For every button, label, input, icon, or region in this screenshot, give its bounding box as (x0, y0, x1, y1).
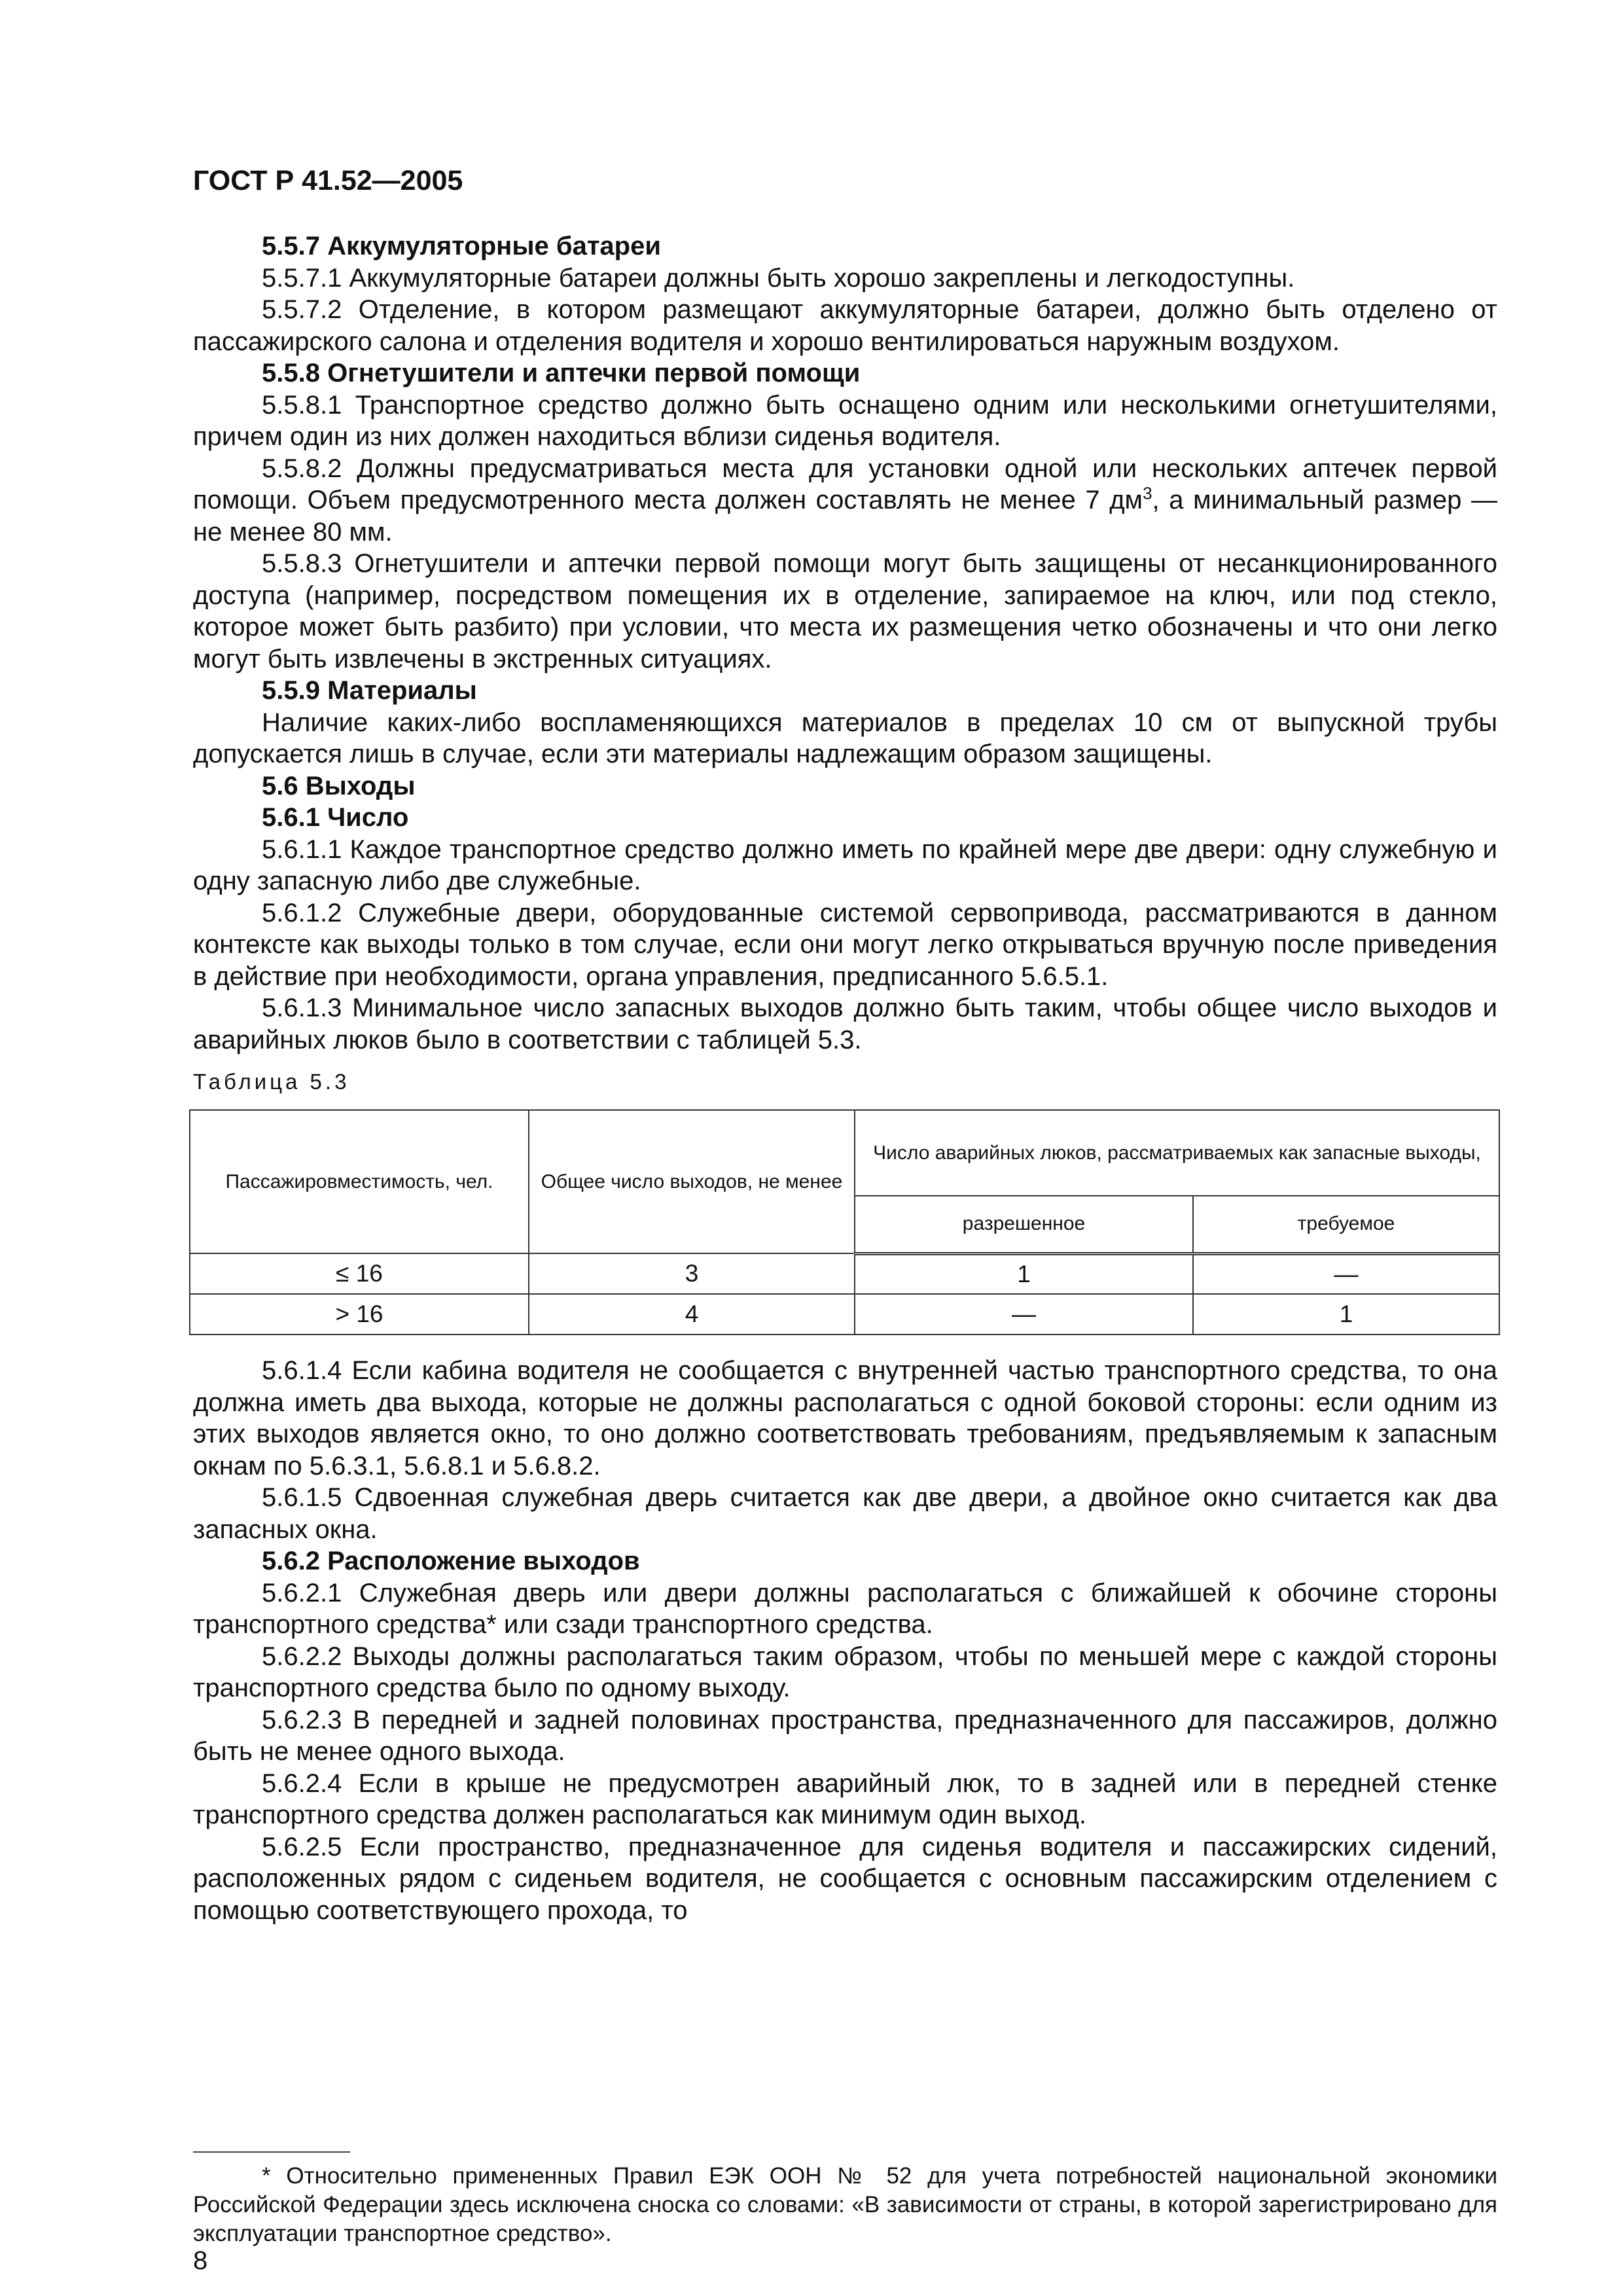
superscript-cubic: 3 (1143, 483, 1152, 503)
section-heading-5-6: 5.6 Выходы (262, 771, 416, 800)
table-header-total-exits: Общее число выходов, не менее (529, 1110, 855, 1253)
paragraph-5-5-7-2: 5.5.7.2 Отделение, в котором размещают аккумуляторные батареи, должно быть отделено от пассажирского салона и отделения водителя и хорошо вентилироваться наружным воздухом. (193, 295, 1497, 356)
table-cell: — (1193, 1253, 1499, 1294)
paragraph-5-5-7-1: 5.5.7.1 Аккумуляторные батареи должны быть хорошо закреплены и легкодоступны. (262, 263, 1295, 293)
table-cell: > 16 (190, 1294, 529, 1335)
table-cell: 3 (529, 1253, 855, 1294)
footnote-divider (193, 2151, 350, 2153)
table-cell: ≤ 16 (190, 1253, 529, 1294)
paragraph-5-5-8-2-text-a: 5.5.8.2 Должны предусматриваться места для установки одной или нескольких аптечек первой помощи. Объем предусмотренного места должен составлять не менее 7 дм (193, 454, 1497, 514)
paragraph-5-6-2-1: 5.6.2.1 Служебная дверь или двери должны располагаться с ближайшей к обочине стороны транспортного средства* или сзади транспортного средства. (193, 1578, 1497, 1639)
paragraph-5-6-2-4: 5.6.2.4 Если в крыше не предусмотрен аварийный люк, то в задней или в передней стенке транспортного средства должен располагаться как минимум один выход. (193, 1768, 1497, 1829)
table-row (190, 1294, 1499, 1335)
table-cell: — (855, 1294, 1193, 1335)
document-header: ГОСТ Р 41.52—2005 (193, 165, 463, 196)
table-header-hatches: Число аварийных люков, рассматриваемых как запасные выходы, (855, 1110, 1499, 1196)
paragraph-5-6-1-4: 5.6.1.4 Если кабина водителя не сообщается с внутренней частью транспортного средства, то она должна иметь два выхода, которые не должны располагаться с одной боковой стороны: если одним из этих выходов является окно, то оно должно соответствовать требованиям, предъявляемым к запасным окнам по 5.6.3.1, 5.6.8.1 и 5.6.8.2. (193, 1356, 1497, 1480)
section-heading-5-5-7: 5.5.7 Аккумуляторные батареи (262, 232, 661, 260)
paragraph-5-5-8-2 (193, 453, 1497, 548)
footnote: * Относительно примененных Правил ЕЭК ООН № 52 для учета потребностей национальной экономики Российской Федерации здесь исключена сноска со словами: «В зависимости от страны, в которой зарегистрировано для эксплуатации транспортное средство». (193, 2163, 1497, 2246)
paragraph-5-5-8-3: 5.5.8.3 Огнетушители и аптечки первой помощи могут быть защищены от несанкционированного доступа (например, посредством помещения их в отделение, запираемое на ключ, или под стекло, которое может быть разбито) при условии, что места их размещения четко обозначены и что они легко могут быть извлечены в экстренных ситуациях. (193, 549, 1497, 673)
paragraph-5-6-1-2: 5.6.1.2 Служебные двери, оборудованные системой сервопривода, рассматриваются в данном контексте как выходы только в том случае, если они могут легко открываться вручную после приведения в действие при необходимости, органа управления, предписанного 5.6.5.1. (193, 898, 1497, 991)
paragraph-5-5-8-2-text-b: , а минимальный размер — не менее 80 мм. (193, 486, 1498, 547)
paragraph-5-6-2-5: 5.6.2.5 Если пространство, предназначенное для сиденья водителя и пассажирских сидений, расположенных рядом с сиденьем водителя, не сообщается с основным пассажирским отделением с помощью соответствующего прохода, то (193, 1832, 1497, 1925)
table-caption: Таблица 5.3 (193, 1069, 350, 1094)
table-cell: 1 (855, 1253, 1193, 1294)
section-heading-5-6-2: 5.6.2 Расположение выходов (262, 1547, 640, 1575)
table-subheader-required: требуемое (1193, 1196, 1499, 1253)
document-body (193, 230, 1497, 1926)
page-number: 8 (193, 2246, 208, 2275)
paragraph-5-5-9: Наличие каких-либо воспламеняющихся материалов в пределах 10 см от выпускной трубы допускается лишь в случае, если эти материалы надлежащим образом защищены. (193, 708, 1497, 768)
section-heading-5-6-1: 5.6.1 Число (262, 803, 409, 832)
exits-table (189, 1109, 1500, 1335)
table-cell: 4 (529, 1294, 855, 1335)
table-subheader-permitted: разрешенное (855, 1196, 1193, 1253)
paragraph-5-6-1-3: 5.6.1.3 Минимальное число запасных выходов должно быть таким, чтобы общее число выходов и аварийных люков было в соответствии с таблицей 5.3. (193, 994, 1497, 1054)
paragraph-5-5-8-1: 5.5.8.1 Транспортное средство должно быть оснащено одним или несколькими огнетушителями, причем один из них должен находиться вблизи сиденья водителя. (193, 390, 1497, 451)
paragraph-5-6-2-2: 5.6.2.2 Выходы должны располагаться таким образом, чтобы по меньшей мере с каждой стороны транспортного средства было по одному выходу. (193, 1641, 1497, 1702)
section-heading-5-5-9: 5.5.9 Материалы (262, 676, 477, 705)
paragraph-5-6-2-3: 5.6.2.3 В передней и задней половинах пространства, предназначенного для пассажиров, должно быть не менее одного выхода. (193, 1705, 1497, 1766)
table-row (190, 1253, 1499, 1294)
paragraph-5-6-1-1: 5.6.1.1 Каждое транспортное средство должно иметь по крайней мере две двери: одну служебную и одну запасную либо две служебные. (193, 834, 1497, 895)
paragraph-5-6-1-5: 5.6.1.5 Сдвоенная служебная дверь считается как две двери, а двойное окно считается как два запасных окна. (193, 1483, 1497, 1544)
table-header-capacity: Пассажировместимость, чел. (190, 1110, 529, 1253)
section-heading-5-5-8: 5.5.8 Огнетушители и аптечки первой помощи (262, 359, 861, 387)
table-cell: 1 (1193, 1294, 1499, 1335)
